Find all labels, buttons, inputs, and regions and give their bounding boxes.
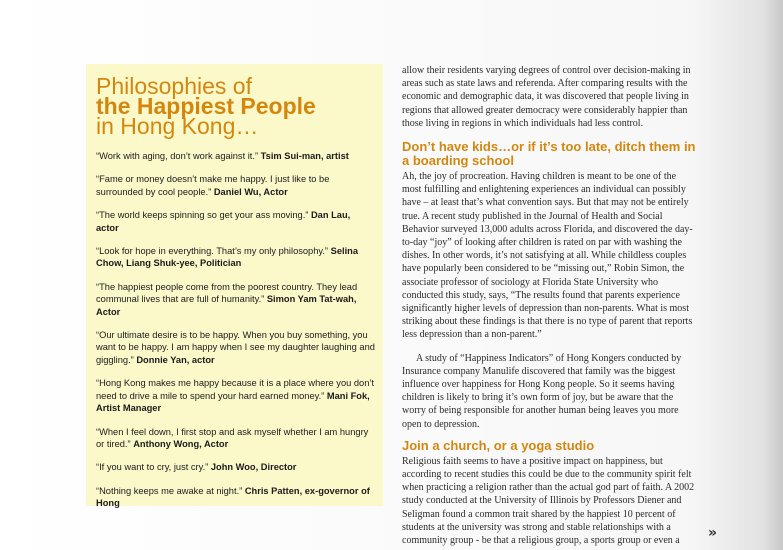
section-heading-kids: Don’t have kids…or if it’s too late, ditch them in a boarding school xyxy=(402,139,696,169)
quote-author: Anthony Wong, Actor xyxy=(133,438,229,449)
article-paragraph: Ah, the joy of procreation. Having children is meant to be one of the most fulfilling and enlightening experiences an individual can possibly have – at least that’s what convention says. But that may not be entirely true. A recent study published in the Journal of Health and Social Behavior surveyed 13,000 adults across Florida, and discovered the day-to-day “joy” of looking after children is rated on par with washing the dishes. In other words, it’s not satisfying at all. While childless couples have popularly been considered to be “missing out,” Robin Simon, the associate professor of sociology at Florida State University who conducted this study, says, “The results found that parents experience significantly higher levels of depression than non-parents. What is most striking about these findings is that there is no type of parent that reports less depression than a non-parent.” xyxy=(402,171,693,341)
quote-text: “Hong Kong makes me happy because it is a place where you don’t need to drive a mile to spend your hard earned money.” xyxy=(96,378,375,401)
quote-item xyxy=(96,377,375,414)
quote-text: “The happiest people come from the poorest country. They lead communal lives that are full of humanity.” xyxy=(96,281,358,305)
quote-author: John Woo, Director xyxy=(210,462,297,473)
article-paragraph: A study of “Happiness Indicators” of Hong Kongers conducted by Insurance company Manulife discovered that family was the biggest influence over happiness for Hong Kong people. So it seems having children is likely to bring it’s own form of joy, but be aware that the worry of being responsible for another human being leaves you more open to depression. xyxy=(402,352,682,430)
section-heading-church: Join a church, or a yoga studio xyxy=(402,437,595,453)
quote-text: “When I feel down, I first stop and ask myself whether I am hungry or tired.” xyxy=(96,426,369,449)
quote-item xyxy=(96,150,375,162)
quote-author: Donnie Yan, actor xyxy=(136,354,215,365)
sidebar-title-line-2: the Happiest People xyxy=(96,93,316,119)
quote-item xyxy=(96,209,375,234)
page-edge-shadow xyxy=(763,0,783,550)
quote-text: “Work with aging, don’t work against it.” xyxy=(96,151,261,161)
sidebar-title xyxy=(96,73,375,139)
quote-text: “Fame or money doesn’t make me happy. I just like to be surrounded by cool people.” xyxy=(96,174,330,197)
article-column xyxy=(402,64,698,547)
quote-author: Chris Patten, ex-governor of Hong xyxy=(96,485,370,509)
quote-text: “Look for hope in everything. That’s my only philosophy.” xyxy=(96,246,331,257)
quote-item xyxy=(96,329,375,366)
quote-text: “Nothing keeps me awake at night.” xyxy=(96,485,245,496)
quote-text: “The world keeps spinning so get your ass moving.” xyxy=(96,210,311,221)
quote-text: “Our ultimate desire is to be happy. When you buy something, you want to be happy. I am happy when I see my daughter laughing and giggling.” xyxy=(96,330,375,365)
article-paragraph: Religious faith seems to have a positive impact on happiness, but according to recent studies this could be due to the community spirit felt when practicing a religion rather than the actual god part of faith. A 2002 study conducted at the University of Illinois by Professors Diener and Seligman found a common trait shared by the happiest 10 percent of students at the university was strong and stable relationships with a community group - be that a religious group, a sports group or even a xyxy=(402,455,695,547)
quote-item xyxy=(96,281,375,318)
quote-author: Daniel Wu, Actor xyxy=(213,186,288,197)
quote-author: Dan Lau, actor xyxy=(96,210,351,233)
quotes-sidebar xyxy=(86,64,383,509)
quote-author: Simon Yam Tat-wah, Actor xyxy=(96,294,357,317)
double-chevron-right-icon[interactable]: » xyxy=(708,525,718,541)
quote-author: Tsim Sui-man, artist xyxy=(260,151,349,161)
sidebar-title-line-3: in Hong Kong… xyxy=(96,113,259,139)
quote-item xyxy=(96,245,375,270)
quote-item xyxy=(96,461,375,473)
quote-item xyxy=(96,485,375,510)
quote-item xyxy=(96,173,375,198)
quote-author: Selina Chow, Liang Shuk-yee, Politician xyxy=(96,246,359,269)
quote-item xyxy=(96,426,375,451)
quote-text: “If you want to cry, just cry.” xyxy=(96,462,211,473)
sidebar-title-line-1: Philosophies of xyxy=(96,73,252,99)
article-paragraph-intro: allow their residents varying degrees of control over decision-making in areas such as state laws and referenda. After comparing results with the economic and demographic data, it was discovered that people living in regions that allowed greater democracy were considerably happier than those living in regions in which individuals had less control. xyxy=(402,65,691,129)
quote-author: Mani Fok, Artist Manager xyxy=(96,390,370,414)
